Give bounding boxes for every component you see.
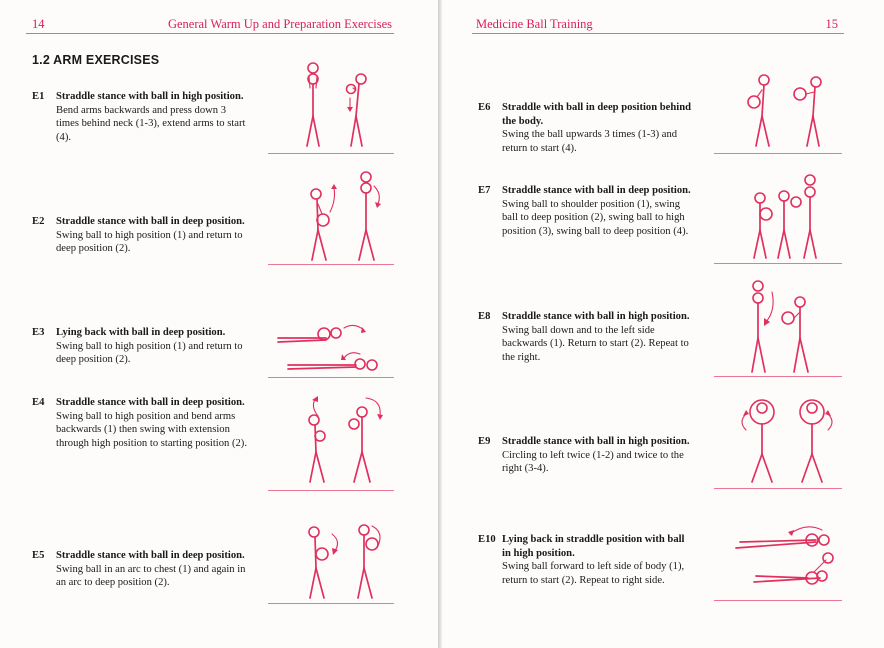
- exercise-e6: [478, 101, 693, 156]
- movement-arrow-icon: [742, 414, 746, 430]
- exercise-e4-figure: [296, 390, 386, 486]
- running-header: Medicine Ball Training: [476, 17, 593, 31]
- exercise-code: E8: [478, 311, 491, 322]
- stick-figure-icon: [296, 390, 386, 486]
- exercise-code: E7: [478, 185, 491, 196]
- exercise-code: E9: [478, 436, 491, 447]
- exercise-e2-figure: [296, 170, 388, 264]
- exercise-title: Lying back with ball in deep position.: [56, 327, 226, 338]
- exercise-e7: [478, 184, 693, 239]
- exercise-title: Straddle stance with ball in deep position.: [56, 216, 245, 227]
- page-number: 14: [32, 17, 45, 31]
- exercise-code: E4: [32, 397, 45, 408]
- medicine-ball-icon: [366, 538, 378, 550]
- left-page: [0, 0, 438, 648]
- medicine-ball-icon: [367, 360, 377, 370]
- figure-underline: [268, 264, 394, 265]
- exercise-e2: [32, 215, 247, 256]
- exercise-e10: [478, 533, 693, 588]
- exercise-title: Straddle stance with ball in deep position.: [56, 397, 245, 408]
- exercise-e8-figure: [742, 278, 832, 376]
- medicine-ball-icon: [317, 214, 329, 226]
- exercise-e6-figure: [742, 72, 838, 154]
- stick-figure-icon: [290, 58, 390, 154]
- exercise-description: Swing ball down and to the left side backwards (1). Return to start (2). Repeat to the right.: [502, 324, 689, 364]
- exercise-e4: [32, 396, 247, 451]
- stick-figure-icon: [296, 170, 388, 264]
- right-page: [442, 0, 884, 648]
- exercise-description: Swing ball to shoulder position (1), swing ball to deep position (2), swing ball to high position (3), swing ball to deep position (4).: [502, 198, 689, 238]
- exercise-e9-figure: [738, 392, 838, 486]
- exercise-code: E3: [32, 327, 45, 338]
- exercise-e8: [478, 310, 693, 365]
- exercise-e9: [478, 435, 693, 476]
- exercise-title: Straddle stance with ball in deep position.: [502, 185, 691, 196]
- medicine-ball-icon: [349, 419, 359, 429]
- exercise-description: Swing ball in an arc to chest (1) and again in an arc to deep position (2).: [56, 563, 246, 589]
- movement-arrow-icon: [790, 527, 822, 534]
- exercise-description: Swing the ball upwards 3 times (1-3) and return to start (4).: [502, 129, 678, 155]
- figure-underline: [714, 263, 842, 264]
- stick-figure-icon: [270, 320, 390, 374]
- exercise-title: Straddle stance with ball in high position.: [502, 311, 690, 322]
- exercise-code: E2: [32, 216, 45, 227]
- header-rule: [26, 33, 394, 34]
- exercise-code: E10: [478, 534, 496, 545]
- movement-arrow-icon: [374, 186, 379, 204]
- medicine-ball-icon: [794, 88, 806, 100]
- stick-figure-icon: [742, 172, 838, 264]
- medicine-ball-icon: [308, 63, 318, 73]
- figure-underline: [268, 153, 394, 154]
- exercise-description: Circling to left twice (1-2) and twice to the right (3-4).: [502, 449, 684, 475]
- running-header: General Warm Up and Preparation Exercises: [167, 17, 392, 31]
- exercise-e5-figure: [298, 520, 390, 602]
- exercise-code: E6: [478, 102, 491, 113]
- movement-arrow-icon: [766, 292, 773, 322]
- exercise-e5: [32, 549, 247, 590]
- exercise-e1-figure: [290, 58, 390, 154]
- movement-arrow-icon: [828, 414, 832, 430]
- figure-underline: [268, 490, 394, 491]
- exercise-e3-figure: [270, 320, 390, 374]
- exercise-code: E5: [32, 550, 45, 561]
- exercise-title: Straddle stance with ball in high position.: [56, 91, 244, 102]
- medicine-ball-icon: [782, 312, 794, 324]
- figure-underline: [714, 153, 842, 154]
- exercise-title: Straddle stance with ball in deep position.: [56, 550, 245, 561]
- figure-underline: [268, 603, 394, 604]
- exercise-description: Swing ball to high position and bend arms backwards (1) then swing with extension through high position to starting position (2).: [56, 410, 247, 450]
- exercise-title: Straddle stance with ball in high position.: [502, 436, 690, 447]
- movement-arrow-icon: [372, 526, 380, 546]
- exercise-description: Swing ball to high position (1) and return to deep position (2).: [56, 340, 243, 366]
- figure-underline: [714, 600, 842, 601]
- exercise-description: Bend arms backwards and press down 3 times behind neck (1-3), extend arms to start (4).: [56, 104, 246, 144]
- medicine-ball-icon: [315, 431, 325, 441]
- stick-figure-icon: [734, 520, 838, 596]
- figure-underline: [268, 377, 394, 378]
- exercise-description: Swing ball forward to left side of body (1), return to start (2). Repeat to right side.: [502, 561, 685, 587]
- movement-arrow-icon: [344, 353, 360, 358]
- medicine-ball-icon: [316, 548, 328, 560]
- medicine-ball-icon: [748, 96, 760, 108]
- header-rule: [472, 33, 844, 34]
- figure-underline: [714, 488, 842, 489]
- medicine-ball-icon: [757, 403, 767, 413]
- exercise-code: E1: [32, 91, 45, 102]
- exercise-e7-figure: [742, 172, 838, 264]
- medicine-ball-icon: [791, 197, 801, 207]
- exercise-title: Lying back in straddle position with ball in high position.: [502, 534, 685, 559]
- page-number: 15: [825, 17, 838, 31]
- exercise-e3: [32, 326, 247, 367]
- exercise-description: Swing ball to high position (1) and return to deep position (2).: [56, 229, 243, 255]
- stick-figure-icon: [742, 278, 832, 376]
- exercise-e1: [32, 90, 247, 145]
- stick-figure-icon: [738, 392, 838, 486]
- medicine-ball-icon: [760, 208, 772, 220]
- stick-figure-icon: [298, 520, 390, 602]
- exercise-e10-figure: [734, 520, 838, 596]
- movement-arrow-icon: [344, 325, 364, 330]
- figure-underline: [714, 376, 842, 377]
- medicine-ball-icon: [807, 403, 817, 413]
- stick-figure-icon: [742, 72, 838, 154]
- movement-arrow-icon: [366, 398, 380, 416]
- exercise-title: Straddle with ball in deep position behind the body.: [502, 102, 691, 127]
- section-title: 1.2 ARM EXERCISES: [32, 53, 160, 67]
- movement-arrow-icon: [330, 188, 335, 212]
